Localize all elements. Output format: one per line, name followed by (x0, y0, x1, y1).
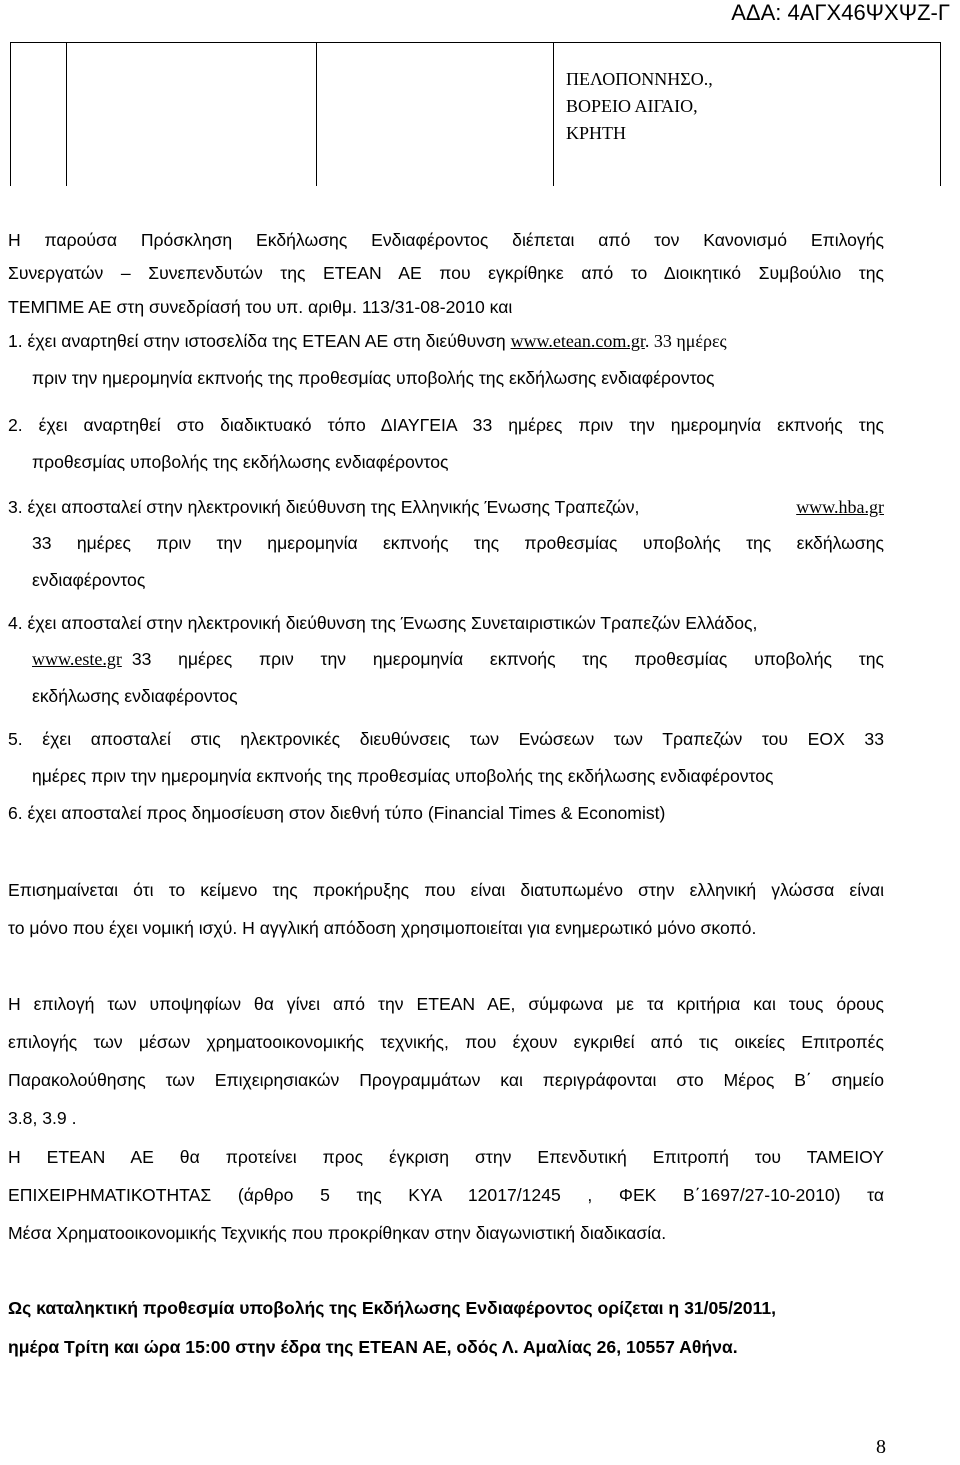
list-item-5: 5. έχει αποσταλεί στις ηλεκτρονικές διευθύνσεις των Ενώσεων των Τραπεζών του ΕΟΧ 33 (8, 729, 884, 749)
table-border-right (940, 42, 941, 186)
item-4-text-b: 33 ημέρες πριν την ημερομηνία εκπνοής της προθεσμίας υποβολής της (131, 649, 884, 669)
selection-line: Παρακολούθησης των Επιχειρησιακών Προγραμμάτων και περιγράφονται στο Μέρος Β΄ σημείο (8, 1070, 884, 1090)
list-item-3-cont: ενδιαφέροντος (32, 570, 146, 590)
list-item-2: 2. έχει αναρτηθεί στο διαδικτυακό τόπο ΔΙΑΥΓΕΙΑ 33 ημέρες πριν την ημερομηνία εκπνοής της (8, 415, 884, 435)
list-item-1-cont: πριν την ημερομηνία εκπνοής της προθεσμίας υποβολής της εκδήλωσης ενδιαφέροντος (32, 368, 715, 388)
notice-line: Επισημαίνεται ότι το κείμενο της προκήρυξης που είναι διατυπωμένο στην ελληνική γλώσσα είναι (8, 880, 884, 900)
table-divider-3 (553, 42, 554, 186)
intro-line: Η παρούσα Πρόσκληση Εκδήλωσης Ενδιαφέροντος διέπεται από τον Κανονισμό Επιλογής (8, 230, 884, 250)
list-item-4-cont (32, 649, 884, 670)
intro-line: ΤΕΜΠΜΕ ΑΕ στη συνεδρίασή του υπ. αριθμ. 113/31-08-2010 και (8, 297, 513, 317)
region-peloponnisos: ΠΕΛΟΠΟΝΝΗΣΟ., (566, 69, 713, 89)
etean-link[interactable]: www.etean.com.gr (510, 331, 645, 351)
intro-line: Συνεργατών – Συνεπενδυτών της ΕΤΕΑΝ ΑΕ που εγκρίθηκε από το Διοικητικό Συμβούλιο της (8, 263, 884, 283)
list-item-1 (8, 331, 727, 352)
proposal-line: Μέσα Χρηματοοικονομικής Τεχνικής που προκρίθηκαν στην διαγωνιστική διαδικασία. (8, 1223, 667, 1243)
item-3-text: 3. έχει αποσταλεί στην ηλεκτρονική διεύθυνση της Ελληνικής Ένωσης Τραπεζών, (8, 497, 640, 517)
notice-line: το μόνο που έχει νομική ισχύ. Η αγγλική απόδοση χρησιμοποιείται για ενημερωτικό μόνο σκοπό. (8, 918, 757, 938)
table-border-left (10, 42, 11, 186)
table-divider-2 (316, 42, 317, 186)
region-voreio-aigaio: ΒΟΡΕΙΟ ΑΙΓΑΙΟ, (566, 96, 698, 116)
selection-line: Η επιλογή των υποψηφίων θα γίνει από την ΕΤΕΑΝ ΑΕ, σύμφωνα με τα κριτήρια και τους όρους (8, 994, 884, 1014)
list-item-4-cont: εκδήλωσης ενδιαφέροντος (32, 686, 238, 706)
proposal-line: Η ΕΤΕΑΝ ΑΕ θα προτείνει προς έγκριση στην Επενδυτική Επιτροπή του ΤΑΜΕΙΟΥ (8, 1147, 884, 1167)
ada-code: ΑΔΑ: 4ΑΓΧ46ΨΧΨΖ-Γ (731, 0, 950, 25)
deadline-line: Ως καταληκτική προθεσμία υποβολής της Εκδήλωσης Ενδιαφέροντος ορίζεται η 31/05/2011, (8, 1298, 777, 1318)
deadline-line: ημέρα Τρίτη και ώρα 15:00 στην έδρα της ΕΤΕΑΝ ΑΕ, οδός Λ. Αμαλίας 26, 10557 Αθήνα. (8, 1337, 738, 1357)
regions-table (10, 42, 941, 186)
list-item-3 (8, 497, 884, 518)
item-1-text: 1. έχει αναρτηθεί στην ιστοσελίδα της ΕΤΕΑΝ ΑΕ στη διεύθυνση (8, 331, 506, 351)
proposal-line: ΕΠΙΧΕΙΡΗΜΑΤΙΚΟΤΗΤΑΣ (άρθρο 5 της ΚΥΑ 12017/1245 , ΦΕΚ Β΄1697/27-10-2010) τα (8, 1185, 884, 1205)
item-1-suffix: . 33 ημέρες (644, 331, 727, 351)
list-item-3-cont: 33 ημέρες πριν την ημερομηνία εκπνοής της προθεσμίας υποβολής της εκδήλωσης (32, 533, 884, 553)
table-divider-1 (66, 42, 67, 186)
page-number: 8 (876, 1436, 886, 1458)
selection-line: 3.8, 3.9 . (8, 1108, 77, 1128)
list-item-4: 4. έχει αποσταλεί στην ηλεκτρονική διεύθυνση της Ένωσης Συνεταιριστικών Τραπεζών Ελλάδος, (8, 613, 758, 633)
list-item-6: 6. έχει αποσταλεί προς δημοσίευση στον διεθνή τύπο (Financial Times & Economist) (8, 803, 666, 823)
hba-link[interactable]: www.hba.gr (796, 497, 884, 517)
list-item-5-cont: ημέρες πριν την ημερομηνία εκπνοής της προθεσμίας υποβολής της εκδήλωσης ενδιαφέροντος (32, 766, 774, 786)
table-top-border (10, 42, 941, 43)
region-kriti: ΚΡΗΤΗ (566, 123, 627, 143)
list-item-2-cont: προθεσμίας υποβολής της εκδήλωσης ενδιαφέροντος (32, 452, 449, 472)
selection-line: επιλογής των μέσων χρηματοοικονομικής τεχνικής, που έχουν εγκριθεί από τις οικείες Επιτροπές (8, 1032, 884, 1052)
este-link[interactable]: www.este.gr (32, 649, 122, 669)
regions-cell (566, 66, 713, 147)
